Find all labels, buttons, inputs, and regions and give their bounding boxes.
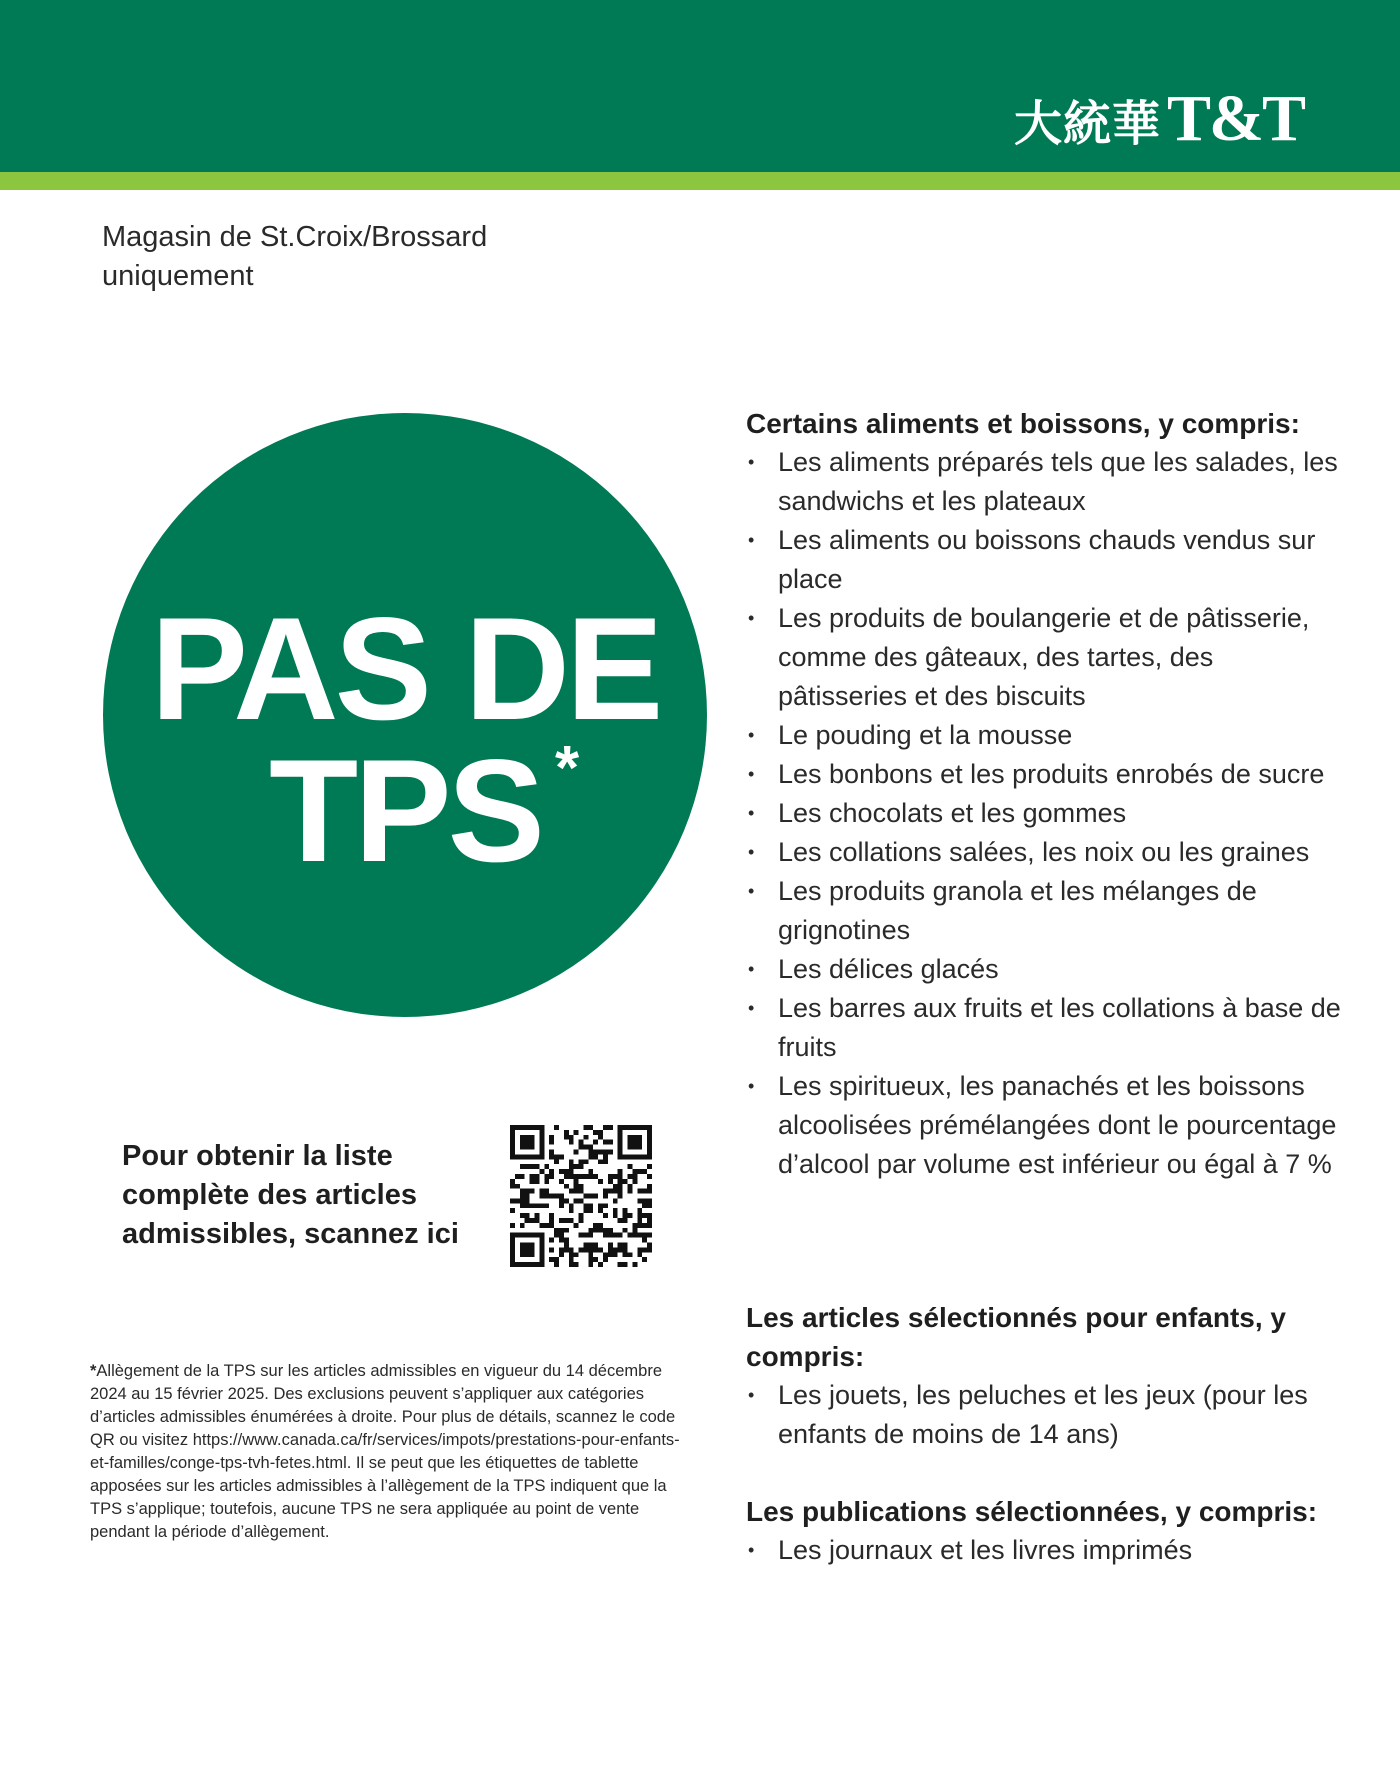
food-item-list	[746, 443, 1346, 1184]
footnote	[90, 1360, 690, 1544]
tnt-logo	[1014, 84, 1304, 154]
qr-call-to-action	[122, 1137, 502, 1254]
qr-cta-line-2: complète des articles	[122, 1179, 417, 1211]
section-heading-publications: Les publications sélectionnées, y compris:	[746, 1496, 1318, 1527]
logo-latin-text: T&T	[1166, 82, 1304, 155]
no-gst-badge	[103, 413, 707, 1017]
qr-cta-line-1: Pour obtenir la liste	[122, 1140, 393, 1172]
store-note-line-2: uniquement	[102, 260, 254, 292]
list-item: • Les collations salées, les noix ou les graines	[746, 833, 1346, 872]
list-item: • Les aliments préparés tels que les salades, les sandwichs et les plateaux	[746, 443, 1346, 521]
list-item: • Les chocolats et les gommes	[746, 794, 1346, 833]
publications-item-list	[746, 1531, 1346, 1570]
section-kids-items	[746, 1298, 1346, 1454]
section-heading-kids: Les articles sélectionnés pour enfants, y compris:	[746, 1302, 1286, 1372]
store-note	[102, 218, 622, 296]
header-band	[0, 0, 1400, 172]
list-item: • Les journaux et les livres imprimés	[746, 1531, 1346, 1570]
qr-cta-line-3: admissibles, scannez ici	[122, 1218, 459, 1250]
kids-item-list	[746, 1376, 1346, 1454]
list-item: • Les bonbons et les produits enrobés de sucre	[746, 755, 1346, 794]
badge-asterisk: *	[555, 734, 580, 803]
logo-chinese-text: 大統華	[1013, 95, 1161, 152]
section-heading-food: Certains aliments et boissons, y compris:	[746, 408, 1300, 439]
section-publications	[746, 1492, 1346, 1570]
list-item: • Les jouets, les peluches et les jeux (pour les enfants de moins de 14 ans)	[746, 1376, 1346, 1454]
footnote-text: Allègement de la TPS sur les articles admissibles en vigueur du 14 décembre 2024 au 15 février 2025. Des exclusions peuvent s’appliquer aux catégories d’articles admissibles énumérées à droite. Pour plus de détails, scannez le code QR ou visitez https://www.canada.ca/fr/services/impots/prestations-pour-enfants-et-familles/conge-tps-tvh-fetes.html. Il se peut que les étiquettes de tablette apposées sur les articles admissibles à l’allègement de la TPS indiquent que la TPS s’applique; toutefois, aucune TPS ne sera appliquée au point de vente pendant la période d’allègement.	[90, 1362, 680, 1541]
store-note-line-1: Magasin de St.Croix/Brossard	[102, 221, 488, 253]
badge-line-2: TPS	[269, 729, 541, 892]
list-item: • Les barres aux fruits et les collations à base de fruits	[746, 989, 1346, 1067]
qr-code-icon[interactable]	[510, 1125, 652, 1267]
list-item: • Les produits de boulangerie et de pâtisserie, comme des gâteaux, des tartes, des pâtisseries et des biscuits	[746, 599, 1346, 716]
footnote-mark: *	[90, 1362, 97, 1380]
badge-line-1: PAS DE	[150, 587, 660, 750]
list-item: • Les délices glacés	[746, 950, 1346, 989]
header-accent-stripe	[0, 172, 1400, 190]
list-item: • Les spiritueux, les panachés et les boissons alcoolisées prémélangées dont le pourcentage d’alcool par volume est inférieur ou égal à 7 %	[746, 1067, 1346, 1184]
list-item: • Les produits granola et les mélanges de grignotines	[746, 872, 1346, 950]
section-food-beverages	[746, 404, 1346, 1184]
list-item: • Le pouding et la mousse	[746, 716, 1346, 755]
list-item: • Les aliments ou boissons chauds vendus sur place	[746, 521, 1346, 599]
